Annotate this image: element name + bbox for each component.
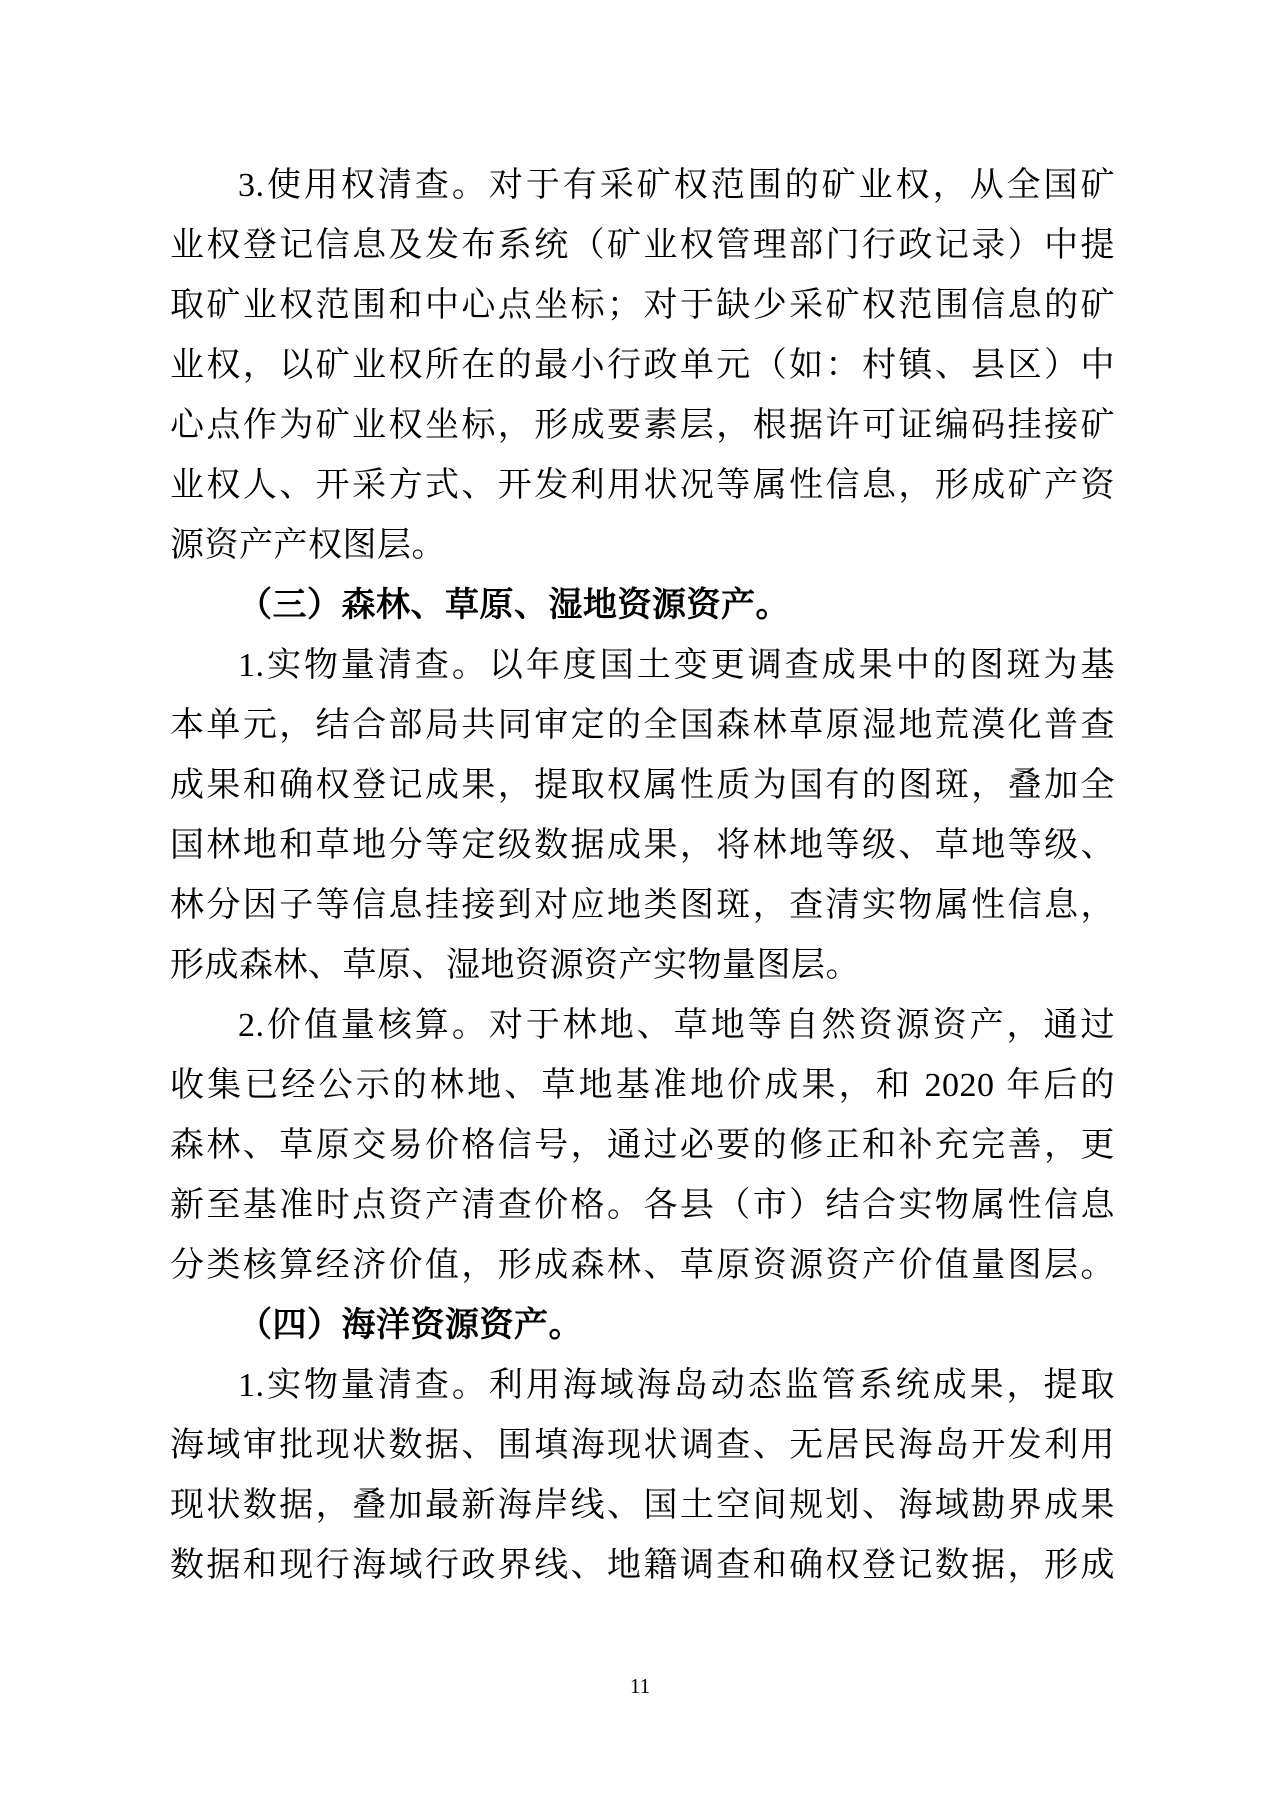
section-heading-forest-grassland-wetland	[170, 576, 1115, 636]
body-line: 取矿业权范围和中心点坐标；对于缺少采矿权范围信息的矿	[170, 287, 1115, 324]
document-body	[170, 156, 1115, 1596]
body-line: 业权人、开采方式、开发利用状况等属性信息，形成矿产资	[170, 467, 1115, 504]
paragraph-mining-rights-inventory	[170, 156, 1115, 576]
section-heading-marine-assets	[170, 1296, 1115, 1356]
body-line: 分类核算经济价值，形成森林、草原资源资产价值量图层。	[170, 1247, 1115, 1284]
paragraph-forest-value-accounting	[170, 996, 1115, 1296]
page-footer	[0, 1672, 1280, 1700]
body-line: 业权，以矿业权所在的最小行政单元（如：村镇、县区）中	[170, 347, 1115, 384]
paragraph-forest-physical-inventory	[170, 636, 1115, 996]
body-line: 3.使用权清查。对于有采矿权范围的矿业权，从全国矿	[238, 167, 1115, 204]
body-line: 形成森林、草原、湿地资源资产实物量图层。	[170, 947, 860, 984]
body-line: 2.价值量核算。对于林地、草地等自然资源资产，通过	[238, 1007, 1115, 1044]
body-line: 心点作为矿业权坐标，形成要素层，根据许可证编码挂接矿	[170, 407, 1115, 444]
body-line: 林分因子等信息挂接到对应地类图斑，查清实物属性信息，	[170, 887, 1115, 924]
section-heading: （四）海洋资源资产。	[238, 1307, 583, 1344]
page-number: 11	[629, 1674, 651, 1698]
body-line: 现状数据，叠加最新海岸线、国土空间规划、海域勘界成果	[170, 1487, 1115, 1524]
body-line: 收集已经公示的林地、草地基准地价成果，和 2020 年后的	[170, 1067, 1115, 1104]
body-line: 1.实物量清查。利用海域海岛动态监管系统成果，提取	[238, 1367, 1115, 1404]
body-line: 成果和确权登记成果，提取权属性质为国有的图斑，叠加全	[170, 767, 1115, 804]
body-line: 源资产产权图层。	[170, 527, 446, 564]
body-line: 数据和现行海域行政界线、地籍调查和确权登记数据，形成	[170, 1547, 1115, 1584]
body-line: 海域审批现状数据、围填海现状调查、无居民海岛开发利用	[170, 1427, 1115, 1464]
body-line: 本单元，结合部局共同审定的全国森林草原湿地荒漠化普查	[170, 707, 1115, 744]
body-line: 1.实物量清查。以年度国土变更调查成果中的图斑为基	[238, 647, 1115, 684]
body-line: 国林地和草地分等定级数据成果，将林地等级、草地等级、	[170, 827, 1115, 864]
paragraph-marine-physical-inventory	[170, 1356, 1115, 1596]
section-heading: （三）森林、草原、湿地资源资产。	[238, 587, 790, 624]
body-line: 森林、草原交易价格信号，通过必要的修正和补充完善，更	[170, 1127, 1115, 1164]
body-line: 业权登记信息及发布系统（矿业权管理部门行政记录）中提	[170, 227, 1115, 264]
body-line: 新至基准时点资产清查价格。各县（市）结合实物属性信息	[170, 1187, 1115, 1224]
